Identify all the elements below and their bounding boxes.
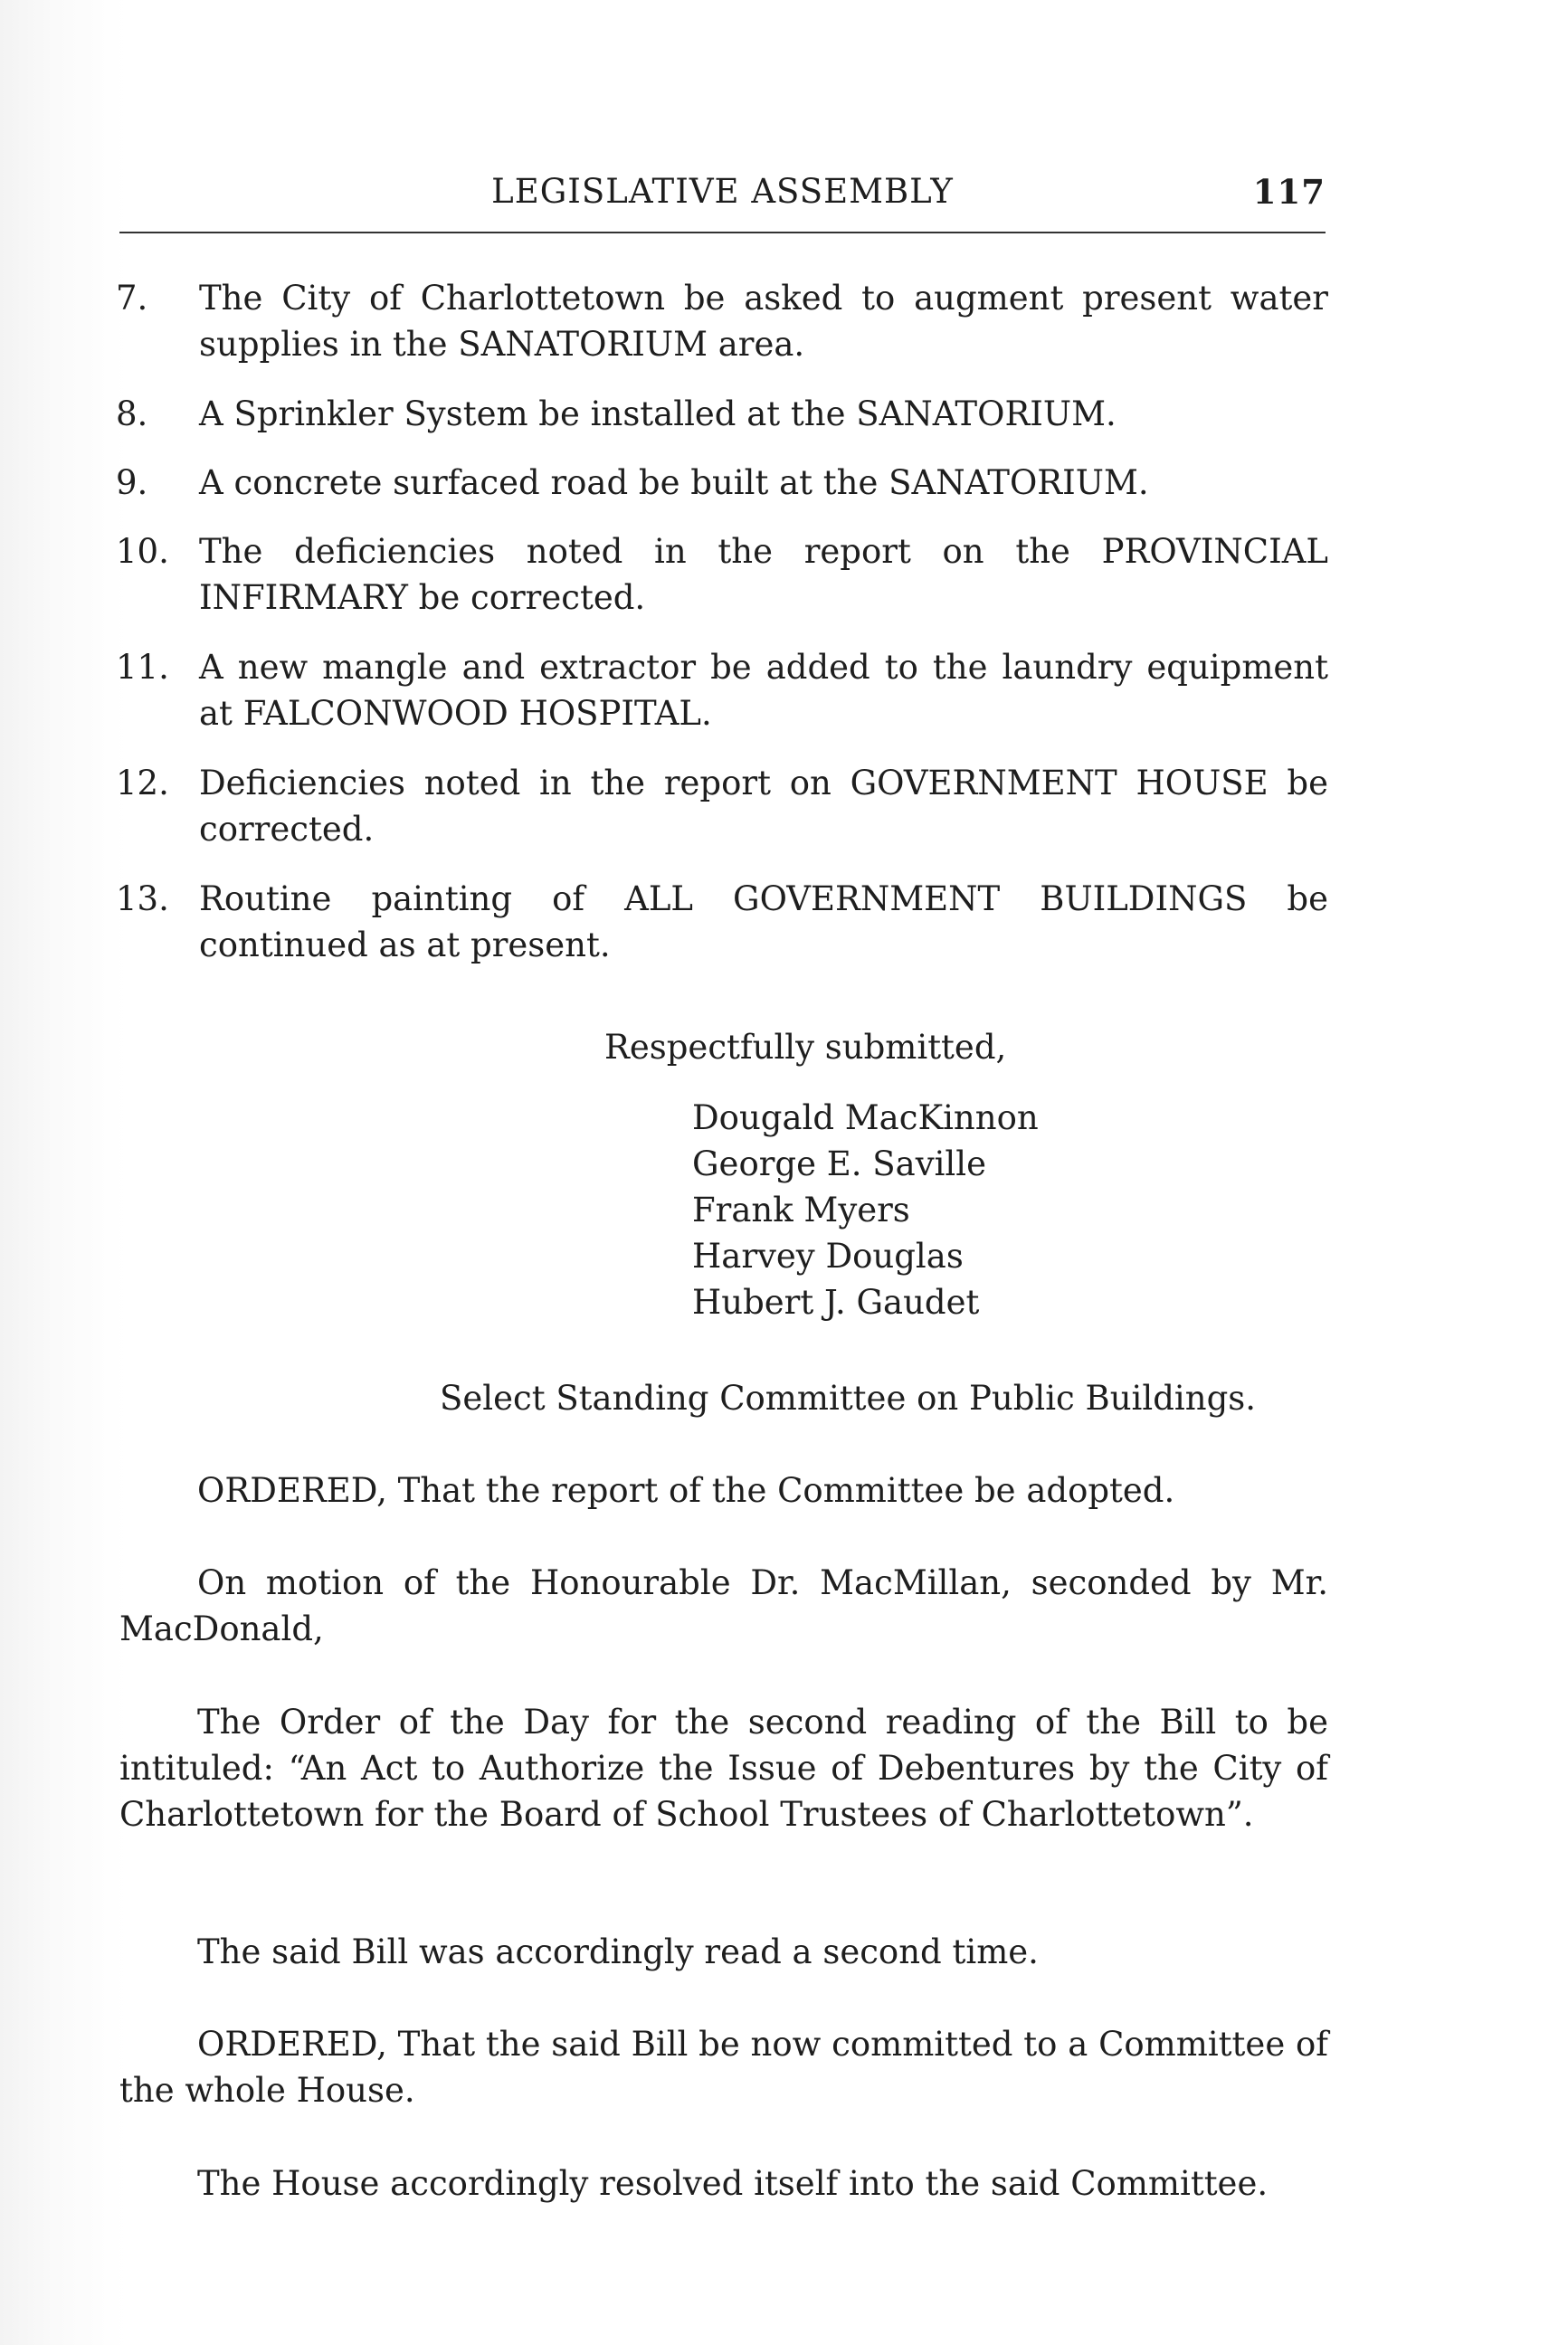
closing-line: Respectfully submitted, (604, 1028, 1007, 1067)
signatory-list (692, 1095, 1145, 1325)
page-header (119, 172, 1326, 226)
signatory-name: Harvey Douglas (692, 1237, 964, 1276)
item-number: 12. (116, 764, 169, 802)
paragraph-ordered-committed: ORDERED, That the said Bill be now committed to a Committee of the whole House. (119, 2025, 1328, 2110)
signatory-name: Dougald MacKinnon (692, 1098, 1039, 1137)
item-text: A Sprinkler System be installed at the SANATORIUM. (199, 394, 1117, 433)
item-number: 13. (116, 879, 169, 918)
item-text: The deficiencies noted in the report on the PROVINCIAL INFIRMARY be corrected. (199, 532, 1328, 617)
paragraph-motion: On motion of the Honourable Dr. MacMillan, seconded by Mr. MacDonald, (119, 1563, 1328, 1648)
item-number: 8. (116, 394, 148, 433)
item-text: The City of Charlottetown be asked to augment present water supplies in the SANATORIUM area. (199, 279, 1328, 364)
item-number: 9. (116, 463, 148, 502)
committee-name: Select Standing Committee on Public Buildings. (440, 1379, 1257, 1418)
paragraph-order-of-day: The Order of the Day for the second reading of the Bill to be intituled: “An Act to Authorize the Issue of Debentures by the City of Charlottetown for the Board of School Trustees of Charlottetown”. (119, 1703, 1328, 1834)
signatory-name: Hubert J. Gaudet (692, 1283, 980, 1322)
signatory-name: George E. Saville (692, 1144, 986, 1183)
paragraph-ordered-adopted: ORDERED, That the report of the Committee be adopted. (197, 1471, 1175, 1510)
signatory-name: Frank Myers (692, 1191, 910, 1229)
item-number: 10. (116, 532, 169, 571)
item-text: A new mangle and extractor be added to the laundry equipment at FALCONWOOD HOSPITAL. (199, 648, 1328, 733)
header-rule (119, 232, 1326, 233)
page-number: 117 (1252, 172, 1326, 212)
item-number: 7. (116, 279, 148, 318)
running-title: LEGISLATIVE ASSEMBLY (491, 172, 954, 211)
paragraph-second-reading: The said Bill was accordingly read a second time. (197, 1932, 1039, 1971)
item-text: Routine painting of ALL GOVERNMENT BUILDINGS be continued as at present. (199, 879, 1328, 964)
item-text: Deficiencies noted in the report on GOVERNMENT HOUSE be corrected. (199, 764, 1328, 849)
item-number: 11. (116, 648, 169, 687)
item-text: A concrete surfaced road be built at the SANATORIUM. (199, 463, 1149, 502)
paragraph-committee-resolved: The House accordingly resolved itself into the said Committee. (197, 2164, 1269, 2203)
